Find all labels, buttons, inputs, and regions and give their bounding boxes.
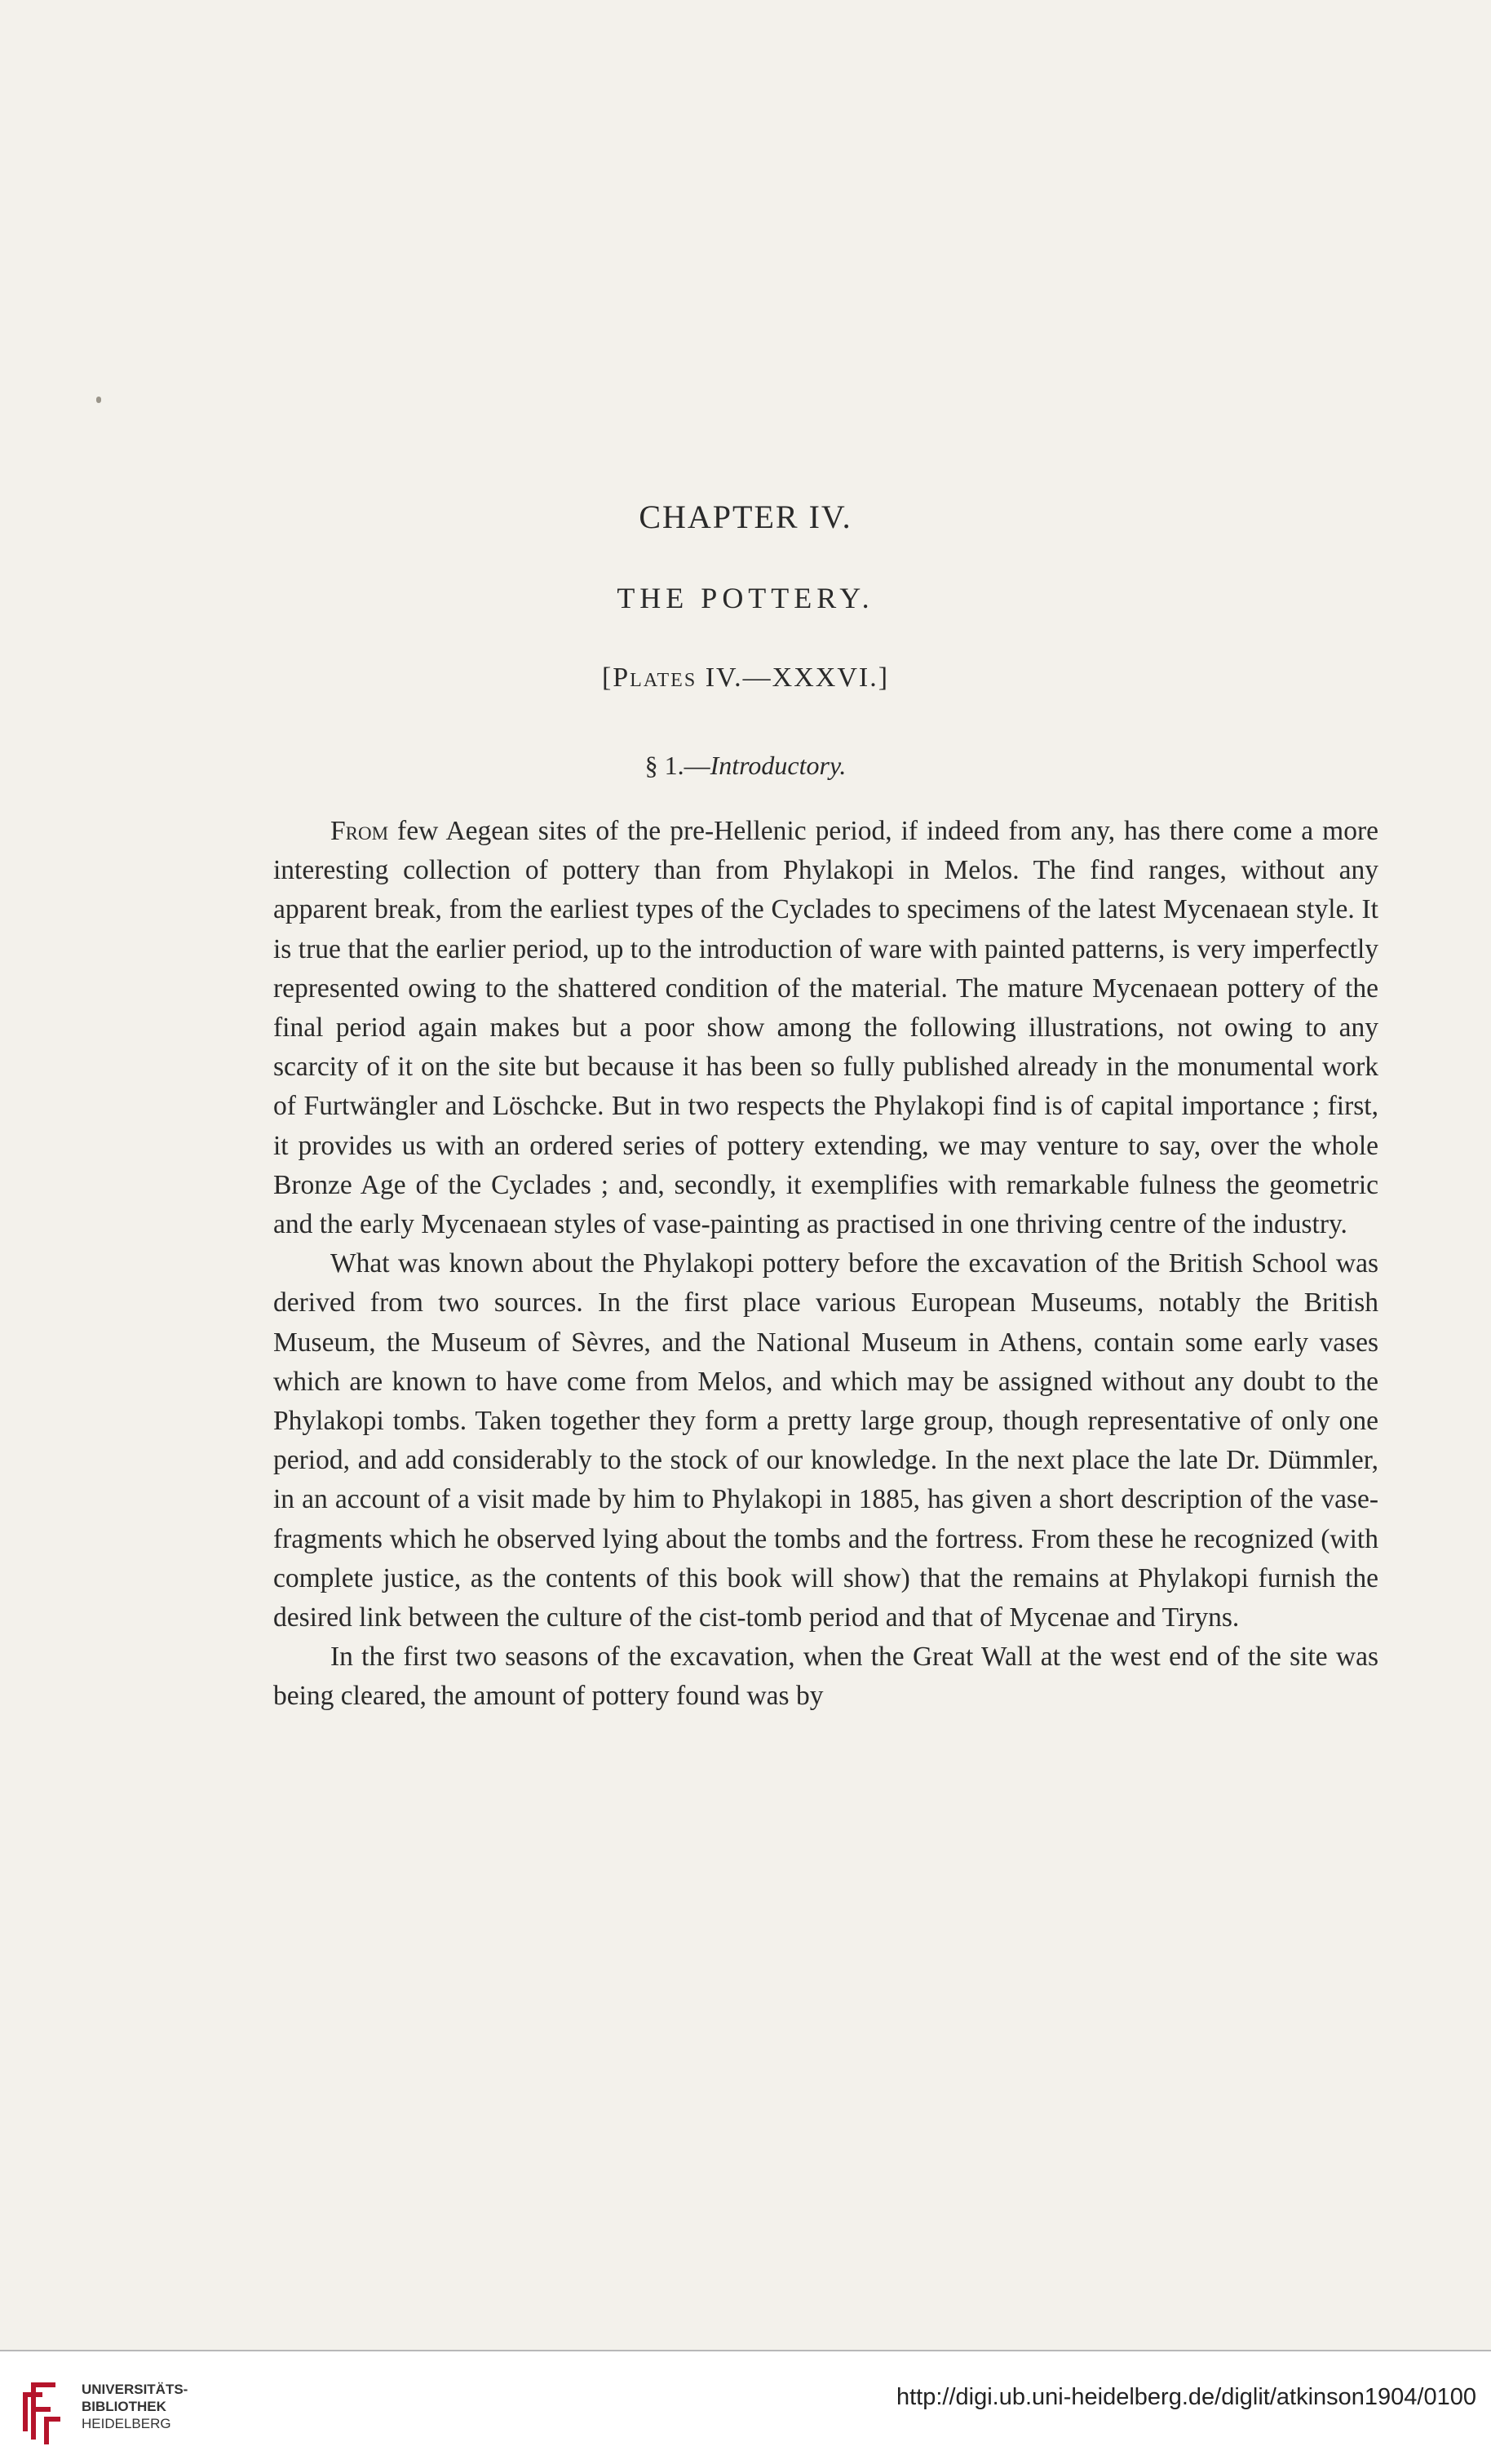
section-title: Introductory.	[710, 751, 847, 780]
library-name-line2: BIBLIOTHEK	[82, 2399, 166, 2414]
library-logo-icon	[15, 2374, 72, 2448]
paragraph-text: In the first two seasons of the excavation, when the Great Wall at the west end of the site was being cleared, the amount of pottery found was by	[273, 1642, 1378, 1712]
paragraph-text: What was known about the Phylakopi pottery before the excavation of the British School was derived from two sources. In the first place various European Museums, notably the British Museum, the Museum of Sèvres, and the National Museum in Athens, contain some early vases which are known to have come from Melos, and which may be assigned without any doubt to the Phylakopi tombs. Taken together they form a pretty large group, though representative of only one period, and add considerably to the stock of our knowledge. In the next place the late Dr. Dümmler, in an account of a visit made by him to Phylakopi in 1885, has given a short description of the vase-fragments which he observed lying about the tombs and the fortress. From these he recognized (with complete justice, as the contents of this book will show) that the remains at Phylakopi furnish the desired link between the culture of the cist-tomb period and that of Mycenae and Tiryns.	[273, 1248, 1378, 1633]
plates-word: Plates	[613, 663, 697, 693]
plates-range: IV.—XXXVI.]	[697, 663, 890, 693]
page-speck	[96, 397, 101, 403]
body-text	[273, 812, 1378, 1717]
library-name-line1: UNIVERSITÄTS-	[82, 2382, 188, 2397]
library-name-line3: HEIDELBERG	[82, 2416, 171, 2431]
chapter-heading: CHAPTER IV.	[639, 499, 852, 535]
chapter-title: THE POTTERY.	[617, 582, 874, 614]
plates-open-bracket: [	[601, 663, 613, 693]
section-number: § 1.—	[644, 751, 710, 780]
paragraph-3	[273, 1637, 1378, 1716]
paragraph-lead: From	[330, 816, 389, 846]
paragraph-text: few Aegean sites of the pre-Hellenic period, if indeed from any, has there come a more interesting collection of pottery than from Phylakopi in Melos. The find ranges, without any apparent break, from the earliest types of the Cyclades to specimens of the latest Mycenaean style. It is true that the earlier period, up to the introduction of ware with painted patterns, is very imperfectly represented owing to the shattered condition of the material. The mature Mycenaean pottery of the final period again makes but a poor show among the following illustrations, not owing to any scarcity of it on the site but because it has been so fully published already in the monumental work of Furtwängler and Löschcke. But in two respects the Phylakopi find is of capital importance ; first, it provides us with an ordered series of pottery extending, we may venture to say, over the whole Bronze Age of the Cyclades ; and, secondly, it exemplifies with remarkable fulness the geometric and the early Mycenaean styles of vase-painting as practised in one thriving centre of the industry.	[273, 816, 1378, 1240]
digitization-footer	[0, 2350, 1491, 2464]
plates-reference	[0, 663, 1491, 694]
paragraph-2	[273, 1244, 1378, 1637]
section-heading	[0, 751, 1491, 781]
paragraph-1	[273, 812, 1378, 1244]
library-name	[82, 2381, 188, 2432]
source-url-link[interactable]: http://digi.ub.uni-heidelberg.de/diglit/atkinson1904/0100	[896, 2384, 1476, 2410]
